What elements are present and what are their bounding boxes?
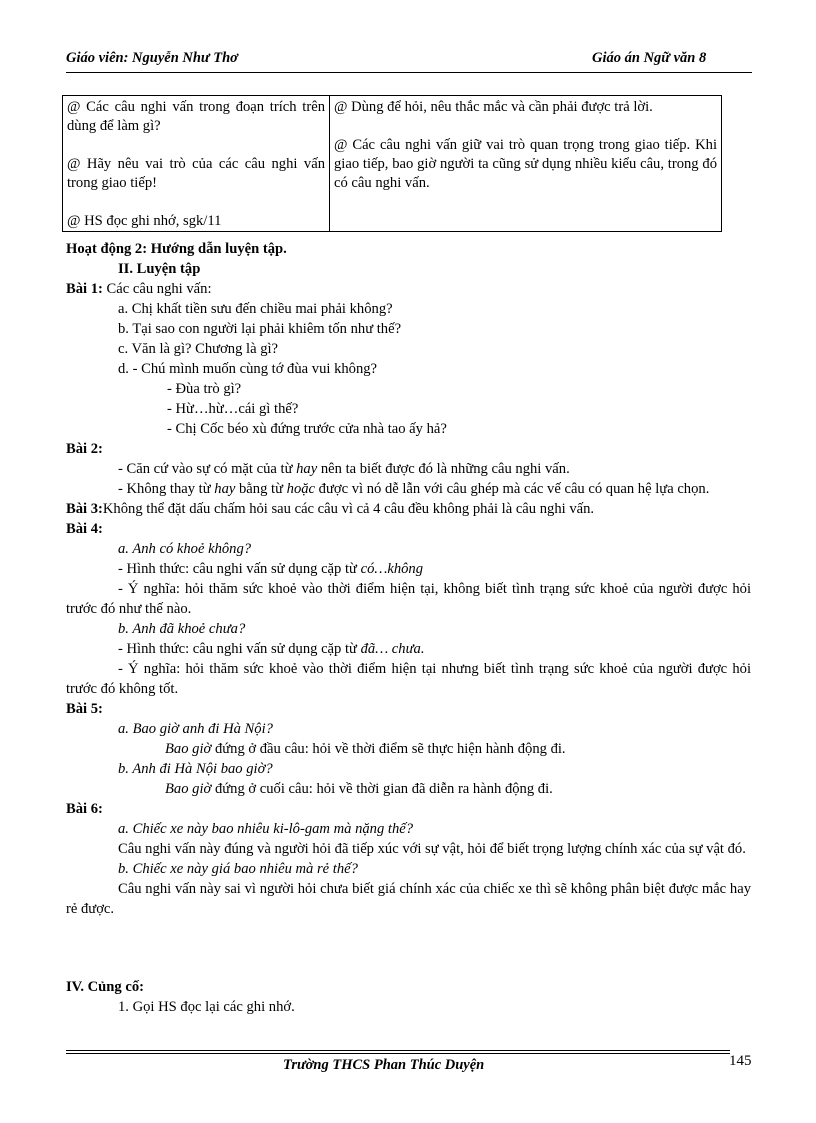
- table-cell-question: [63, 96, 330, 232]
- answer-2: @ Các câu nghi vấn giữ vai trò quan trọng trong giao tiếp. Khi giao tiếp, bao giờ người ta cũng sử dụng nhiều kiểu câu, trong đó có câu nghi vấn.: [334, 137, 717, 191]
- bai2-line2: [66, 479, 751, 499]
- bai5-a-body: đứng ở đầu câu: hỏi về thời điểm sẽ thực hiện hành động đi.: [211, 741, 566, 757]
- bai2-l2-em1: hay: [214, 481, 236, 497]
- section4-heading: IV. Củng cố:: [66, 979, 144, 995]
- bai1-label: Bài 1:: [66, 281, 103, 297]
- bai4-a-meaning: - Ý nghĩa: hỏi thăm sức khoẻ vào thời điểm hiện tại, không biết tình trạng sức khoẻ của người được hỏi trước đó như thế nào.: [66, 581, 751, 617]
- bai2-line1: [66, 459, 751, 479]
- bai2-l2-post: được vì nó dễ lẫn với câu ghép mà các vế câu có quan hệ lựa chọn.: [315, 481, 710, 497]
- bai5-b-title: b. Anh đi Hà Nội bao giờ?: [118, 761, 273, 777]
- bai4-a-form: [66, 559, 751, 579]
- bai4-b-form-em: đã… chưa.: [360, 641, 425, 657]
- bai5-label: Bài 5:: [66, 701, 103, 717]
- bai2-l1-em: hay: [296, 461, 318, 477]
- bai5-a-title: a. Bao giờ anh đi Hà Nội?: [118, 721, 273, 737]
- section-heading: II. Luyện tập: [118, 261, 201, 277]
- bai3-text: Không thể đặt dấu chấm hỏi sau các câu vì cả 4 câu đều không phải là câu nghi vấn.: [102, 501, 595, 517]
- bai6-b-title: b. Chiếc xe này giá bao nhiêu mà rẻ thế?: [118, 861, 358, 877]
- bai3-line: [66, 499, 751, 519]
- bai6-label: Bài 6:: [66, 801, 103, 817]
- bai4-b-title: b. Anh đã khoẻ chưa?: [118, 621, 246, 637]
- bai1-d2: - Hừ…hừ…cái gì thế?: [167, 401, 299, 417]
- bai1-d1: - Đùa trò gì?: [167, 381, 242, 397]
- footer-rule-bottom: [66, 1053, 730, 1054]
- bai5-b-em: Bao giờ: [165, 781, 212, 797]
- question-1: @ Các câu nghi vấn trong đoạn trích trên dùng để làm gì?: [67, 99, 325, 134]
- bai2-label: Bài 2:: [66, 441, 103, 457]
- bai6-a-title: a. Chiếc xe này bao nhiêu ki-lô-gam mà nặng thế?: [118, 821, 414, 837]
- answer-1: @ Dùng để hỏi, nêu thắc mắc và cần phải được trả lời.: [334, 99, 653, 115]
- header-rule: [66, 72, 752, 73]
- bai1-c: c. Văn là gì? Chương là gì?: [118, 341, 279, 357]
- question-2: @ Hãy nêu vai trò của các câu nghi vấn trong giao tiếp!: [67, 156, 325, 191]
- bai4-a-form-em: có…không: [360, 561, 424, 577]
- bai2-l2-em2: hoặc: [286, 481, 316, 497]
- bai5-a-text: [66, 739, 751, 759]
- bai4-a-title: a. Anh có khoẻ không?: [118, 541, 252, 557]
- bai1-d3: - Chị Cốc béo xù đứng trước cửa nhà tao ấy hả?: [167, 421, 447, 437]
- bai6-a-text: Câu nghi vấn này đúng và người hỏi đã tiếp xúc với sự vật, hỏi để biết trọng lượng chính xác của sự vật đó.: [118, 841, 746, 857]
- exercise-content: [66, 239, 751, 919]
- bai1-intro-text: Các câu nghi vấn:: [102, 281, 212, 297]
- bai4-b-form-pre: - Hình thức: câu nghi vấn sử dụng cặp từ: [118, 641, 361, 657]
- qa-table: [62, 95, 722, 232]
- bai4-label: Bài 4:: [66, 521, 103, 537]
- header-teacher: Giáo viên: Nguyễn Như Thơ: [66, 50, 238, 66]
- bai2-l2-pre: - Không thay từ: [118, 481, 215, 497]
- footer-school: Trường THCS Phan Thúc Duyện: [283, 1057, 485, 1073]
- bai2-l1-post: nên ta biết được đó là những câu nghi vấn.: [317, 461, 570, 477]
- bai1-b: b. Tại sao con người lại phải khiêm tốn như thế?: [118, 321, 402, 337]
- bai4-b-meaning: - Ý nghĩa: hỏi thăm sức khoẻ vào thời điểm hiện tại nhưng biết tình trạng sức khoẻ của người được hỏi trước đó không tốt.: [66, 661, 751, 697]
- bai1-intro: [66, 279, 751, 299]
- page-number: 145: [729, 1053, 752, 1069]
- cungco-item-1: 1. Gọi HS đọc lại các ghi nhớ.: [118, 999, 295, 1015]
- bai4-b-form: [66, 639, 751, 659]
- footer-rule-top: [66, 1050, 730, 1051]
- bai6-b-text: Câu nghi vấn này sai vì người hỏi chưa biết giá chính xác của chiếc xe thì sẽ không phân biệt được mắc hay rẻ được.: [66, 881, 751, 917]
- bai5-b-text: [66, 779, 751, 799]
- question-3: @ HS đọc ghi nhớ, sgk/11: [67, 213, 222, 229]
- bai1-d: d. - Chú mình muốn cùng tớ đùa vui không?: [118, 361, 378, 377]
- bai5-b-body: đứng ở cuối câu: hỏi về thời gian đã diễn ra hành động đi.: [211, 781, 553, 797]
- bai4-a-form-pre: - Hình thức: câu nghi vấn sử dụng cặp từ: [118, 561, 361, 577]
- bai2-l1-pre: - Căn cứ vào sự có mặt của từ: [118, 461, 297, 477]
- bai5-a-em: Bao giờ: [165, 741, 212, 757]
- consolidation-block: [66, 977, 751, 1017]
- table-row: [63, 96, 722, 232]
- table-cell-answer: [330, 96, 722, 232]
- header-subject: Giáo án Ngữ văn 8: [592, 50, 707, 66]
- activity-heading: Hoạt động 2: Hướng dẫn luyện tập.: [66, 241, 287, 257]
- bai2-l2-mid: bằng từ: [235, 481, 287, 497]
- bai3-label: Bài 3:: [66, 501, 103, 517]
- bai1-a: a. Chị khất tiền sưu đến chiều mai phải không?: [118, 301, 393, 317]
